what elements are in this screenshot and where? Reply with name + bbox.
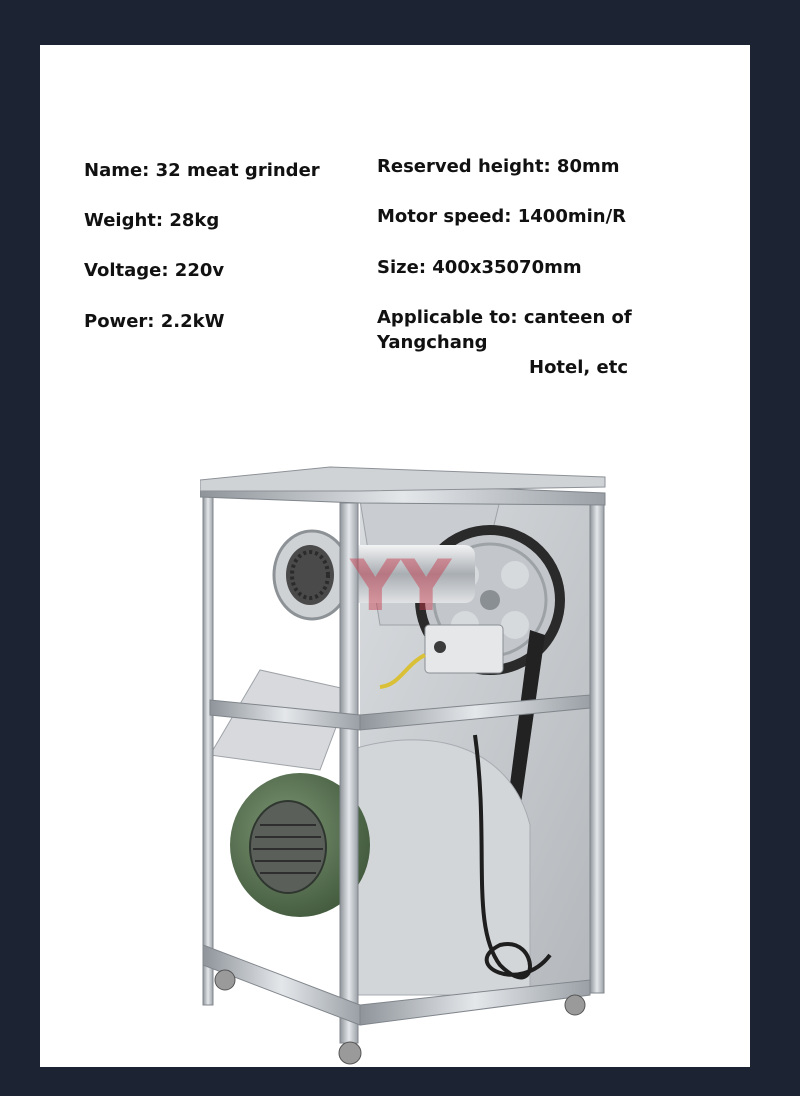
spec-name: Name: 32 meat grinder xyxy=(84,160,320,181)
spec-size: Size: 400x35070mm xyxy=(377,257,582,278)
spec-applicable xyxy=(377,305,747,380)
spec-voltage: Voltage: 220v xyxy=(84,260,225,281)
grinder-plate xyxy=(274,531,350,619)
watermark-logo-icon xyxy=(349,545,453,627)
spec-applicable-line2: Hotel, etc xyxy=(529,357,628,378)
switch-knob xyxy=(434,641,446,653)
spec-motor-speed: Motor speed: 1400min/R xyxy=(377,206,627,227)
product-card xyxy=(40,45,750,1067)
spec-applicable-line1: Applicable to: canteen of Yangchang xyxy=(377,307,632,353)
spec-power: Power: 2.2kW xyxy=(84,311,225,332)
svg-text:YY: YY xyxy=(350,545,452,627)
spec-reserved-height: Reserved height: 80mm xyxy=(377,156,620,177)
spec-weight: Weight: 28kg xyxy=(84,210,220,231)
meat-grinder-illustration xyxy=(200,425,620,1065)
top-plate xyxy=(200,467,605,491)
blower-housing xyxy=(350,740,530,995)
